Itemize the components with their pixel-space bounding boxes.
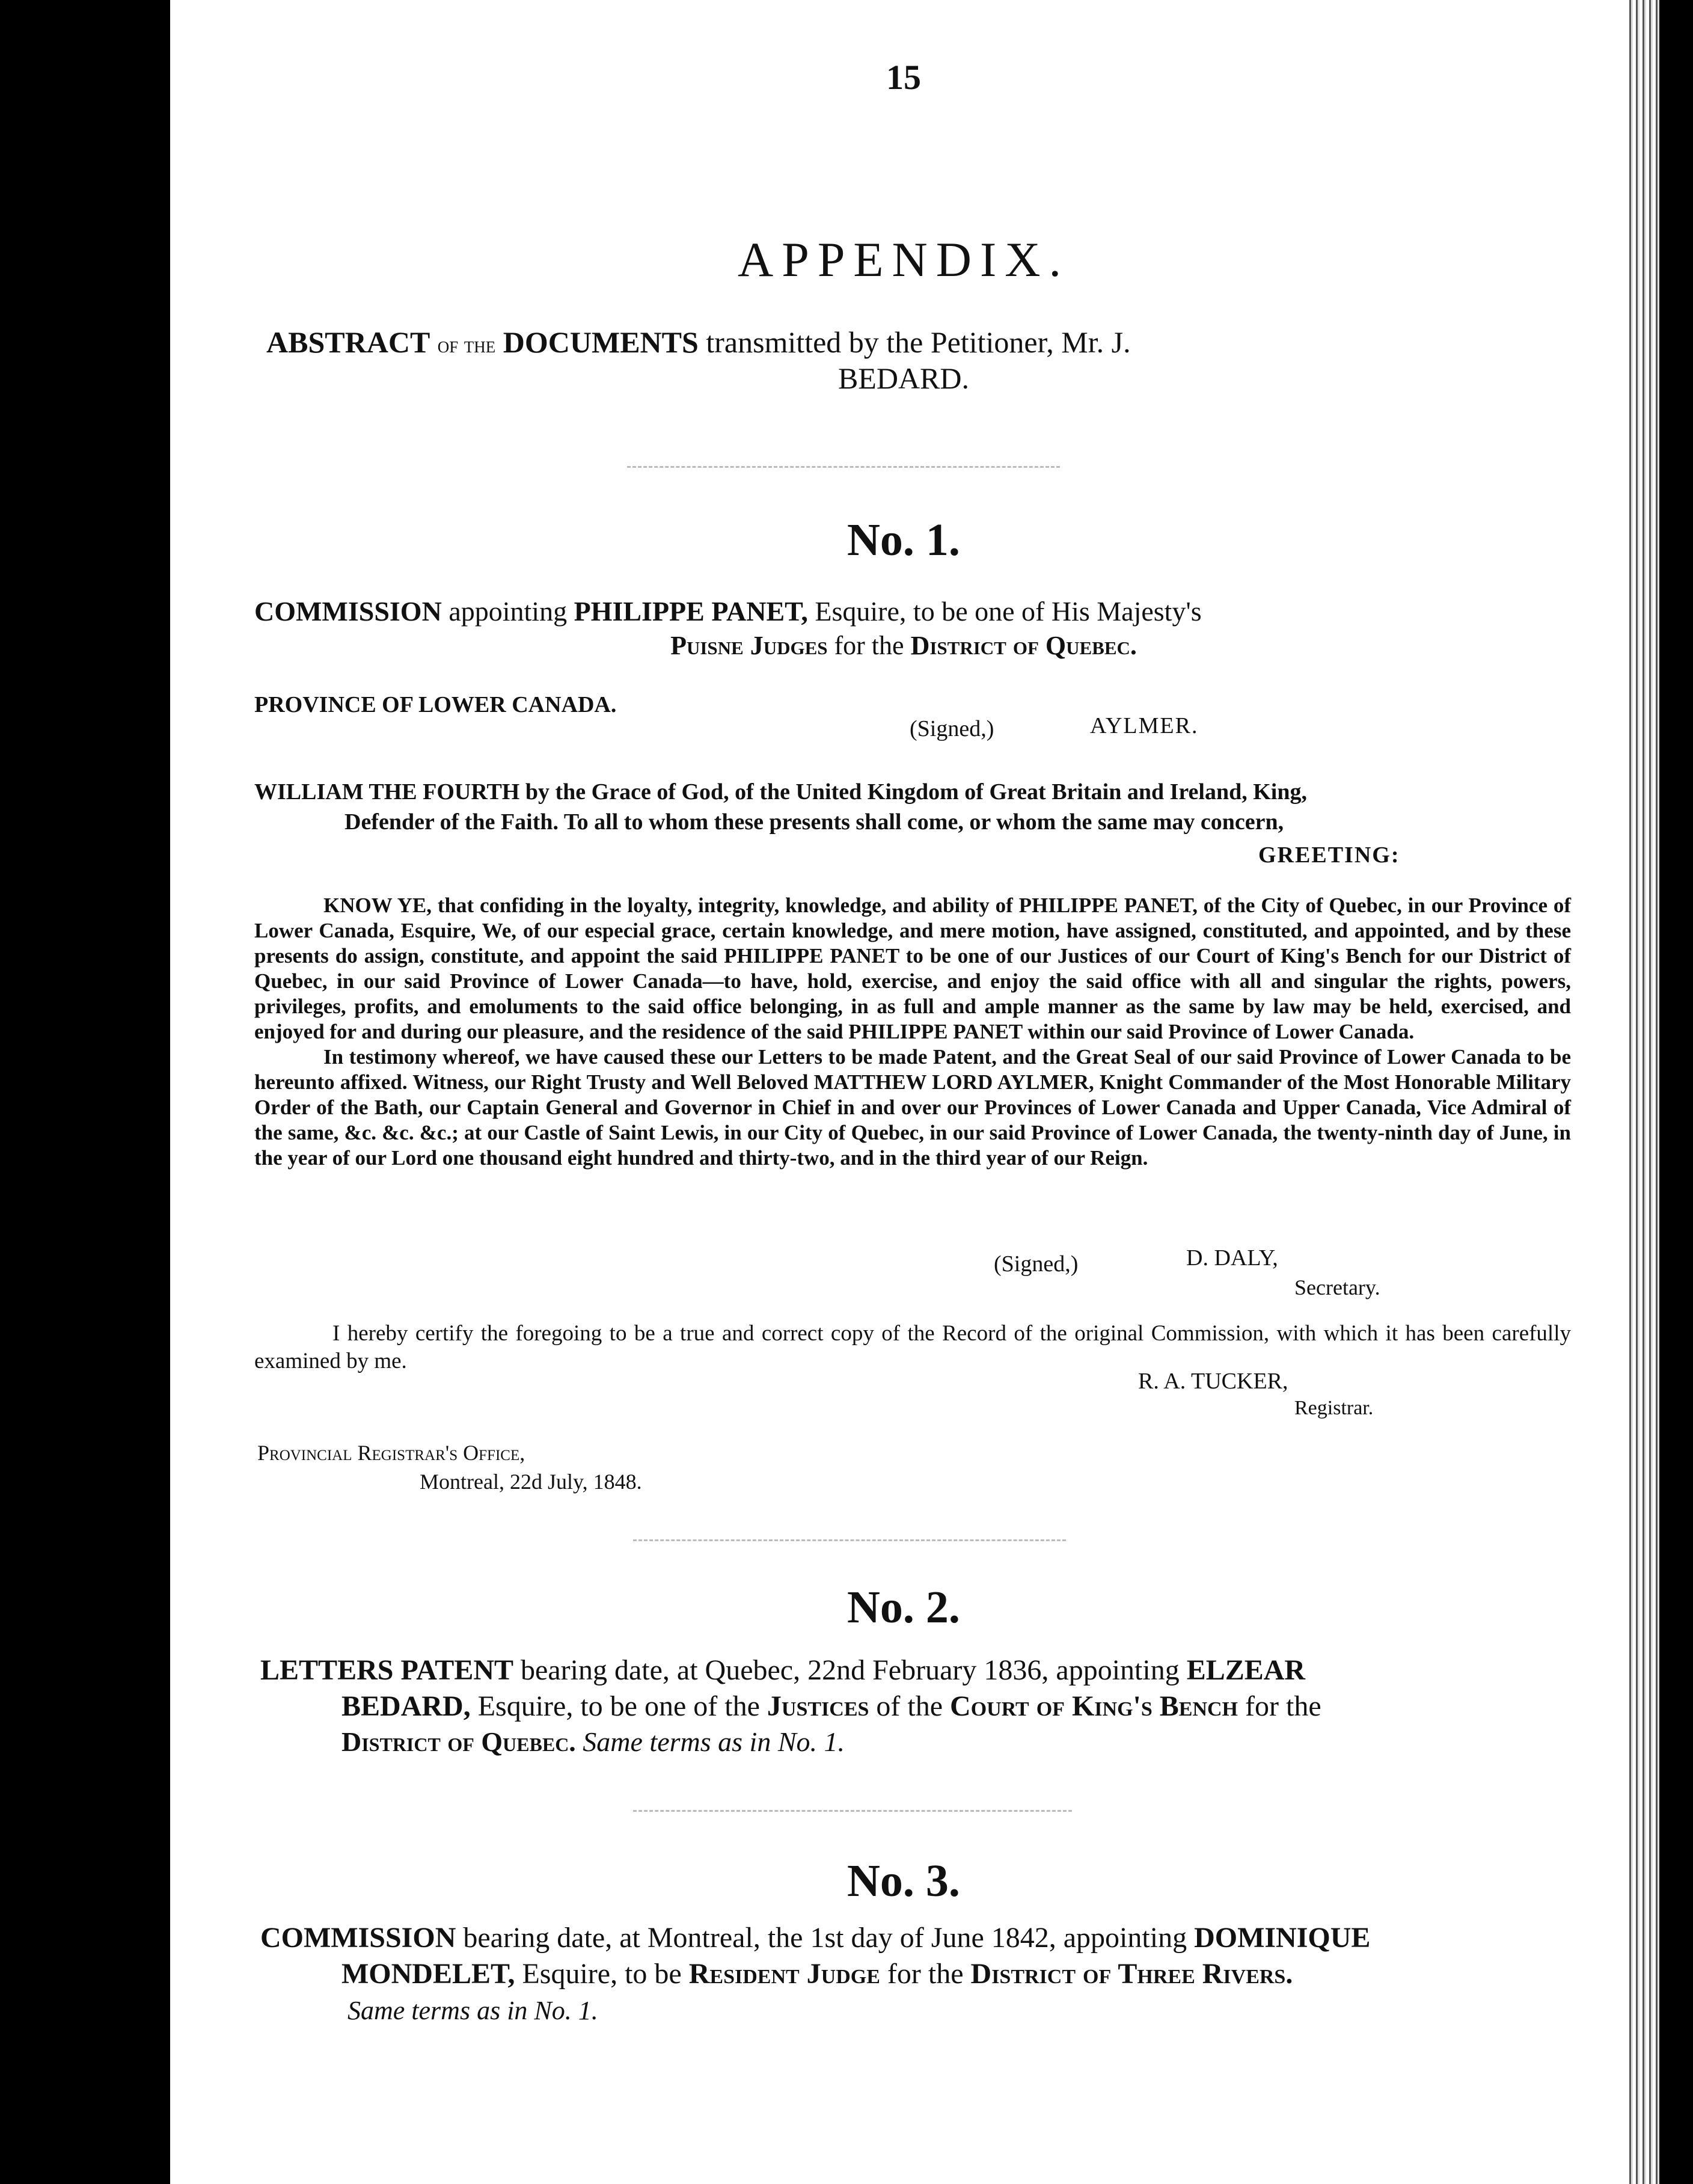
doc2-same-terms: Same terms as in No. 1. [583, 1726, 845, 1757]
abstract-line2: BEDARD. [837, 361, 970, 395]
doc3-district: District of Three Rivers. [970, 1958, 1293, 1990]
doc1-office-line2: Montreal, 22d July, 1848. [420, 1470, 642, 1494]
abstract-heading [266, 325, 1445, 360]
doc3-line2-name: MONDELET, [341, 1958, 515, 1990]
doc3-line2 [341, 1957, 1634, 1990]
doc1-office-line1: Provincial Registrar's Office, [257, 1441, 525, 1465]
page-edge [1626, 0, 1662, 2184]
doc1-heading-commission: COMMISSION [254, 596, 442, 627]
doc1-province: PROVINCE OF LOWER CANADA. [254, 692, 617, 717]
doc2-justices: Justices [767, 1690, 869, 1722]
doc1-puisne-judges: Puisne Judges [670, 631, 828, 660]
doc1-heading-name: PHILIPPE PANET, [574, 596, 808, 627]
doc3-same-terms: Same terms as in No. 1. [347, 1996, 598, 2025]
doc3-line2-c: for the [887, 1958, 964, 1990]
doc3-line1 [260, 1921, 1613, 1954]
doc2-line1-rest: bearing date, at Quebec, 22nd February 1836, appointing [521, 1654, 1180, 1686]
page-edge-shadow [1659, 0, 1693, 2184]
doc1-william-line2: Defender of the Faith. To all to whom these presents shall come, or whom the same may concern, [344, 809, 1284, 835]
appendix-title: APPENDIX. [738, 232, 1070, 287]
doc1-signed2: (Signed,) [994, 1251, 1079, 1277]
doc2-line2 [341, 1690, 1604, 1723]
doc1-signer1: AYLMER. [1090, 713, 1199, 738]
doc1-certify: I hereby certify the foregoing to be a true and correct copy of the Record of the original Commission, with which it has been carefully examined by me. [254, 1321, 1571, 1373]
doc2-line2-c: of the [876, 1690, 943, 1722]
doc2-line2-a: Esquire, to be one of the [477, 1690, 760, 1722]
doc2-line2-e: for the [1245, 1690, 1321, 1722]
doc1-body-paragraph2: In testimony whereof, we have caused these our Letters to be made Patent, and the Great Seal of our said Province of Lower Canada to be hereunto affixed. Witness, our Right Trusty and Well Beloved MATTHEW LORD AYLMER, Knight Commander of the Most Honorable Military Order of the Bath, our Captain General and Governor in Chief in and over our Provinces of Lower Canada and Upper Canada, Vice Admiral of the same, &c. &c. &c.; at our Castle of Saint Lewis, in our City of Quebec, in our said Province of Lower Canada, the twenty-ninth day of June, in the year of our Lord one thousand eight hundred and thirty-two, and in the third year of our Reign. [254, 1045, 1571, 1170]
of-the-word: of the [437, 333, 496, 358]
doc2-district: District of Quebec. [341, 1726, 576, 1757]
doc1-for-the: for the [834, 631, 904, 660]
abstract-rest: transmitted by the Petitioner, Mr. J. [706, 325, 1131, 359]
page-number: 15 [886, 58, 921, 97]
doc3-number: No. 3. [847, 1856, 960, 1906]
doc2-number: No. 2. [847, 1582, 960, 1633]
doc1-number: No. 1. [847, 515, 960, 565]
section-divider [633, 1539, 1066, 1541]
doc1-district: District of Quebec. [910, 631, 1137, 660]
doc3-resident-judge: Resident Judge [688, 1958, 880, 1990]
doc1-registrar-title: Registrar. [1294, 1397, 1374, 1419]
doc2-line1-name: ELZEAR [1186, 1654, 1306, 1686]
doc3-line2-a: Esquire, to be [522, 1958, 682, 1990]
section-divider [633, 1810, 1072, 1812]
doc1-william-line1 [254, 779, 1577, 805]
doc1-body [254, 893, 1571, 1171]
doc1-william-name: WILLIAM THE FOURTH [254, 779, 520, 805]
doc2-court: Court of King's Bench [950, 1690, 1238, 1722]
documents-word: DOCUMENTS [503, 325, 699, 359]
doc1-william-text1: by the Grace of God, of the United Kingdom of Great Britain and Ireland, King, [525, 779, 1308, 805]
doc1-signer2: D. DALY, [1186, 1245, 1278, 1271]
doc1-body-paragraph1: KNOW YE, that confiding in the loyalty, integrity, knowledge, and ability of PHILIPPE PANET, of the City of Quebec, in our Province of Lower Canada, Esquire, We, of our especial grace, certain knowledge, and mere motion, have assigned, constituted, and appointed, and by these presents do assign, constitute, and appoint the said PHILIPPE PANET to be one of our Justices of our Court of King's Bench for our District of Quebec, in our said Province of Lower Canada—to have, hold, exercise, and enjoy the said office with all and singular the rights, powers, privileges, profits, and emoluments to the said office belonging, in as full and ample manner as the same by law may be held, exercised, and enjoyed for and during our pleasure, and the residence of the said PHILIPPE PANET within our said Province of Lower Canada. [254, 894, 1571, 1043]
doc1-signed1: (Signed,) [910, 716, 994, 741]
document-page [170, 0, 1637, 2184]
doc1-heading-appointing: appointing [449, 596, 568, 627]
doc1-greeting: GREETING: [1258, 842, 1400, 868]
doc2-line1 [260, 1654, 1583, 1687]
doc1-heading-rest: Esquire, to be one of His Majesty's [815, 596, 1202, 627]
abstract-word: ABSTRACT [266, 325, 430, 359]
doc3-commission: COMMISSION [260, 1922, 456, 1954]
doc1-heading-line2 [170, 630, 1637, 661]
doc1-heading [254, 595, 1577, 627]
section-divider [627, 466, 1060, 468]
doc3-line1-name: DOMINIQUE [1194, 1922, 1371, 1954]
doc1-signer2-title: Secretary. [1294, 1275, 1380, 1299]
doc2-line2-name: BEDARD, [341, 1690, 471, 1722]
doc1-registrar-name: R. A. TUCKER, [1138, 1369, 1288, 1394]
doc2-line3 [341, 1726, 1544, 1758]
doc2-letters-patent: LETTERS PATENT [260, 1654, 514, 1686]
doc3-line1-rest: bearing date, at Montreal, the 1st day of June 1842, appointing [463, 1922, 1187, 1954]
